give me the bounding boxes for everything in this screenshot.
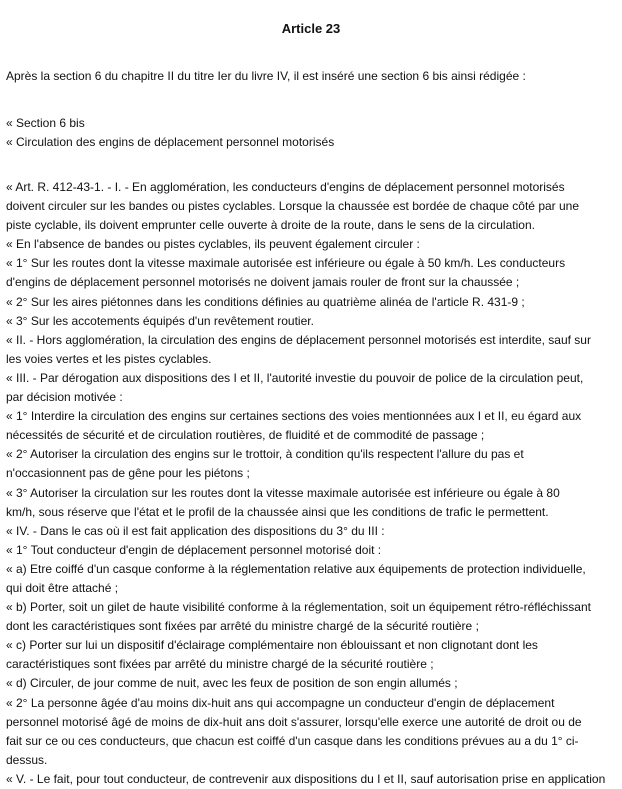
text-line: « III. - Par dérogation aux dispositions des I et II, l'autorité investie du pouvoir de police de la circulation peut, bbox=[6, 370, 584, 385]
text-line: les voies vertes et les pistes cyclables. bbox=[6, 351, 212, 366]
text-line: piste cyclable, ils doivent emprunter celle ouverte à droite de la route, dans le sens de la circulation. bbox=[6, 218, 535, 233]
text-line: caractéristiques sont fixées par arrêté du ministre chargé de la sécurité routière ; bbox=[6, 657, 434, 672]
text-line: n'occasionnent pas de gêne pour les piétons ; bbox=[6, 466, 250, 481]
article-title: Article 23 bbox=[281, 21, 341, 36]
text-line: « 2° Sur les aires piétonnes dans les conditions définies au quatrième alinéa de l'article R. 431-9 ; bbox=[6, 294, 525, 309]
text-line: personnel motorisé âgé de moins de dix-huit ans doit s'assurer, lorsqu'elle exerce une autorité de droit ou de bbox=[6, 714, 582, 729]
text-line: qui doit être attaché ; bbox=[6, 580, 119, 595]
text-line: « 1° Tout conducteur d'engin de déplacement personnel motorisé doit : bbox=[6, 542, 382, 557]
text-line: nécessités de sécurité et de circulation routières, de fluidité et de commodité de passage ; bbox=[6, 428, 485, 443]
text-line: par décision motivée : bbox=[6, 390, 123, 405]
text-line: « d) Circuler, de jour comme de nuit, avec les feux de position de son engin allumés ; bbox=[6, 676, 458, 691]
text-line: « 2° La personne âgée d'au moins dix-huit ans qui accompagne un conducteur d'engin de déplacement bbox=[6, 695, 555, 710]
article-body bbox=[6, 178, 618, 789]
intro-paragraph: Après la section 6 du chapitre II du titre Ier du livre IV, il est inséré une section 6 bis ainsi rédigée : bbox=[6, 69, 526, 83]
text-line: « En l'absence de bandes ou pistes cyclables, ils peuvent également circuler : bbox=[6, 237, 420, 252]
text-line: « 3° Autoriser la circulation sur les routes dont la vitesse maximale autorisée est inférieure ou égale à 80 bbox=[6, 485, 560, 500]
text-line: doivent circuler sur les bandes ou pistes cyclables. Lorsque la chaussée est bordée de chaque côté par une bbox=[6, 199, 580, 214]
text-line: « II. - Hors agglomération, la circulation des engins de déplacement personnel motorisés est interdite, sauf sur bbox=[6, 332, 591, 347]
text-line: fait sur ce ou ces conducteurs, que chacun est coiffé d'un casque dans les conditions prévues au a du 1° ci- bbox=[6, 733, 579, 748]
text-line: dessus. bbox=[6, 752, 48, 767]
text-line: « 1° Sur les routes dont la vitesse maximale autorisée est inférieure ou égale à 50 km/h. Les conducteurs bbox=[6, 256, 566, 271]
text-line: « c) Porter sur lui un dispositif d'éclairage complémentaire non éblouissant et non clignotant dont les bbox=[6, 638, 538, 653]
section-heading-line: « Circulation des engins de déplacement personnel motorisés bbox=[6, 135, 335, 149]
text-line: dont les caractéristiques sont fixées par arrêté du ministre chargé de la sécurité routière ; bbox=[6, 619, 479, 634]
text-line: « IV. - Dans le cas où il est fait application des dispositions du 3° du III : bbox=[6, 523, 385, 538]
text-line: « 3° Sur les accotements équipés d'un revêtement routier. bbox=[6, 313, 314, 328]
text-line: « a) Etre coiffé d'un casque conforme à la réglementation relative aux équipements de protection individuelle, bbox=[6, 561, 586, 576]
text-line: « V. - Le fait, pour tout conducteur, de contrevenir aux dispositions du I et II, sauf autorisation prise en application bbox=[6, 771, 606, 786]
section-heading-block bbox=[6, 114, 618, 152]
text-line: « 1° Interdire la circulation des engins sur certaines sections des voies mentionnées aux I et II, eu égard aux bbox=[6, 409, 582, 424]
text-line: « 2° Autoriser la circulation des engins sur le trottoir, à condition qu'ils respectent l'allure du pas et bbox=[6, 447, 524, 462]
text-line: « b) Porter, soit un gilet de haute visibilité conforme à la réglementation, soit un équipement rétro-réfléchissant bbox=[6, 600, 591, 615]
text-line: « Art. R. 412-43-1. - I. - En agglomération, les conducteurs d'engins de déplacement personnel motorisés bbox=[6, 180, 565, 194]
text-line: km/h, sous réserve que l'état et le profil de la chaussée ainsi que les conditions de trafic le permettent. bbox=[6, 504, 549, 519]
text-line: d'engins de déplacement personnel motorisés ne doivent jamais rouler de front sur la chaussée ; bbox=[6, 275, 520, 290]
section-heading-line: « Section 6 bis bbox=[6, 116, 85, 130]
